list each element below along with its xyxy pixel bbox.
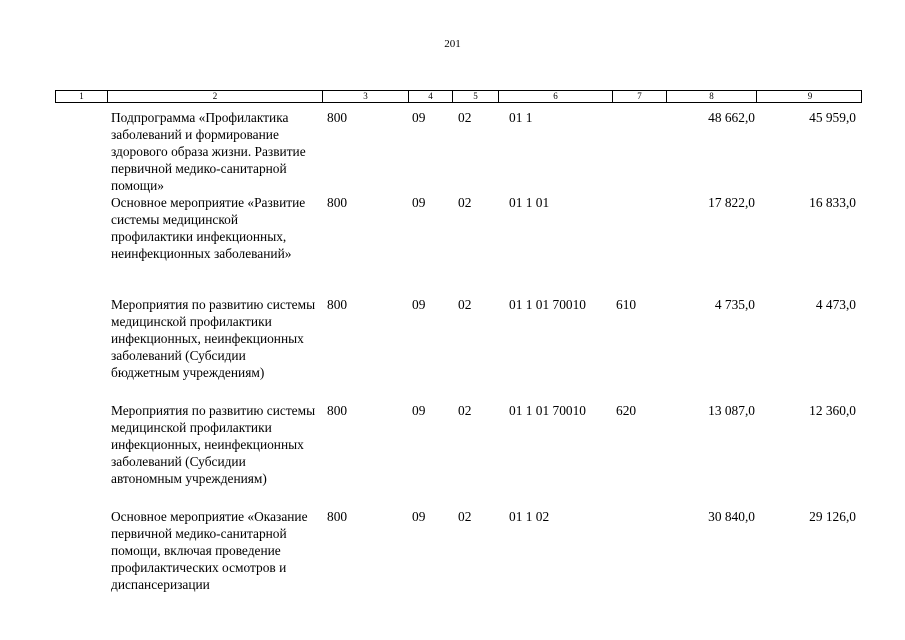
- table-header: [55, 90, 862, 103]
- row-expense-type: 620: [616, 403, 637, 418]
- row-amount-2: 16 833,0: [809, 195, 856, 210]
- row-target-code: 01 1: [509, 110, 533, 125]
- table-row: [55, 402, 862, 508]
- table-row: [55, 194, 862, 296]
- row-amount-1: 48 662,0: [708, 110, 755, 125]
- header-col-4: 4: [408, 91, 452, 102]
- header-col-9: 9: [756, 91, 863, 102]
- row-subsection: 02: [458, 297, 472, 312]
- row-name: Мероприятия по развитию системы медицинской профилактики инфекционных, неинфекционных заболеваний (Субсидии автономным учреждениям): [111, 403, 316, 486]
- table-row: [55, 508, 862, 598]
- row-subsection: 02: [458, 195, 472, 210]
- row-expense-type: 610: [616, 297, 637, 312]
- header-col-3: 3: [322, 91, 408, 102]
- row-section: 09: [412, 110, 426, 125]
- row-admin-code: 800: [327, 403, 348, 418]
- row-subsection: 02: [458, 509, 472, 524]
- row-amount-1: 17 822,0: [708, 195, 755, 210]
- row-target-code: 01 1 01 70010: [509, 297, 586, 312]
- row-amount-2: 4 473,0: [815, 297, 856, 312]
- row-target-code: 01 1 02: [509, 509, 550, 524]
- row-amount-2: 12 360,0: [809, 403, 856, 418]
- row-name: Основное мероприятие «Оказание первичной медико-санитарной помощи, включая проведение профилактических осмотров и диспансеризации: [111, 509, 308, 592]
- row-name: Мероприятия по развитию системы медицинской профилактики инфекционных, неинфекционных заболеваний (Субсидии бюджетным учреждениям): [111, 297, 316, 380]
- row-name: Основное мероприятие «Развитие системы медицинской профилактики инфекционных, неинфекционных заболеваний»: [111, 195, 306, 261]
- row-admin-code: 800: [327, 110, 348, 125]
- page-number: 201: [444, 38, 461, 50]
- row-section: 09: [412, 195, 426, 210]
- row-target-code: 01 1 01: [509, 195, 550, 210]
- row-admin-code: 800: [327, 509, 348, 524]
- row-section: 09: [412, 403, 426, 418]
- row-target-code: 01 1 01 70010: [509, 403, 586, 418]
- row-subsection: 02: [458, 403, 472, 418]
- row-section: 09: [412, 509, 426, 524]
- header-col-7: 7: [612, 91, 666, 102]
- header-col-5: 5: [452, 91, 498, 102]
- row-amount-2: 29 126,0: [809, 509, 856, 524]
- budget-table: [55, 90, 862, 598]
- row-amount-1: 13 087,0: [708, 403, 755, 418]
- row-amount-1: 4 735,0: [714, 297, 755, 312]
- row-name: Подпрограмма «Профилактика заболеваний и формирование здорового образа жизни. Развитие первичной медико-санитарной помощи»: [111, 110, 306, 193]
- row-section: 09: [412, 297, 426, 312]
- header-col-2: 2: [107, 91, 322, 102]
- table-row: [55, 296, 862, 402]
- row-admin-code: 800: [327, 195, 348, 210]
- row-amount-2: 45 959,0: [809, 110, 856, 125]
- row-amount-1: 30 840,0: [708, 509, 755, 524]
- header-col-6: 6: [498, 91, 612, 102]
- header-col-8: 8: [666, 91, 756, 102]
- header-col-1: 1: [79, 91, 84, 101]
- row-subsection: 02: [458, 110, 472, 125]
- table-row: [55, 109, 862, 194]
- row-admin-code: 800: [327, 297, 348, 312]
